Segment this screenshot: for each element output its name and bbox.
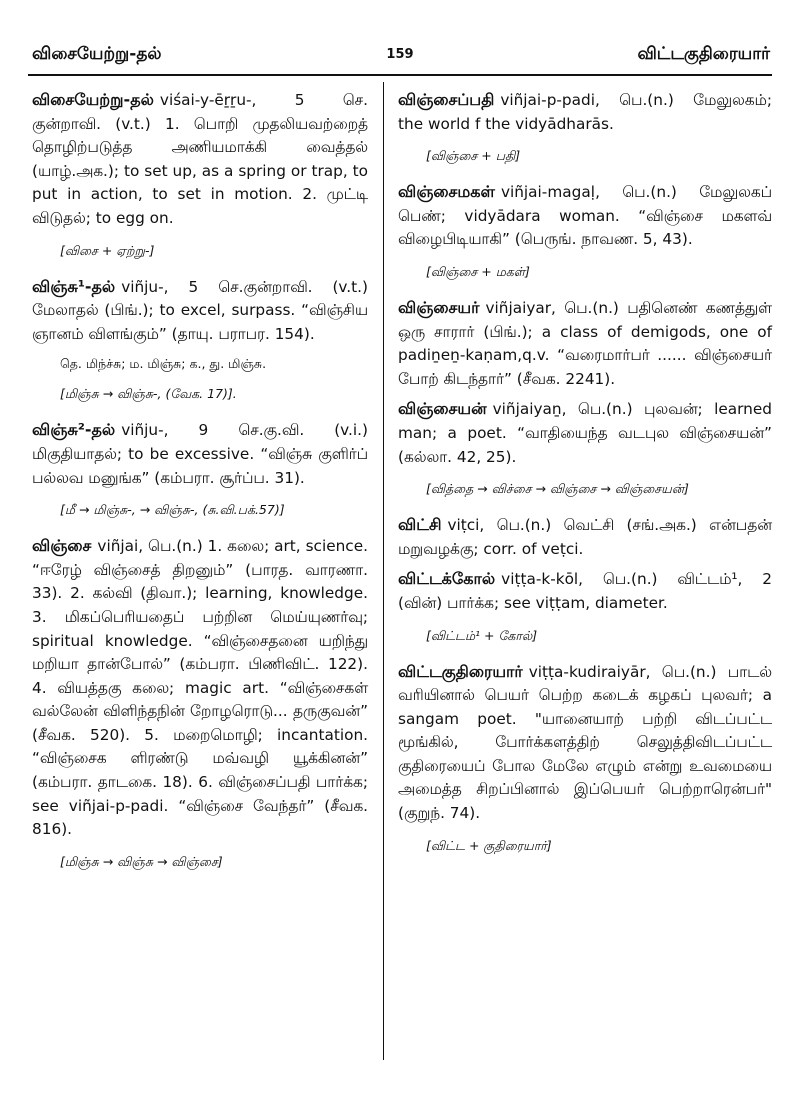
entry-headword: விட்டகுதிரையார் <box>398 661 523 681</box>
entry-body: viñjai-p-padi, பெ.(n.) மேலுலகம்; the world f the vidyādharās. <box>398 91 772 133</box>
dictionary-entry <box>398 513 772 561</box>
dictionary-entry <box>398 88 772 166</box>
entry-headword: விஞ்சு¹-தல் <box>32 276 116 296</box>
entry-headword: விஞ்சையர் <box>398 297 480 317</box>
dictionary-entry <box>398 296 772 391</box>
entry-body: viṭṭa-kudiraiyār, பெ.(n.) பாடல் வரியினால் பெயர் பெற்ற கடைக் கழகப் புலவர்; a sangam poet. "யானையாற் பற்றி விடப்பட்ட மூங்கில், போர்க்களத்திற் செலுத்திவிடப்பட்ட குதிரையைப் போல மேலே எழும் என்று உவமையை அமைத்த சிறப்பினால் இப்பெயர் பெற்றாரென்பர்" (குறுந். 74). <box>398 662 772 823</box>
entry-text <box>32 88 368 231</box>
entry-headword: விசையேற்று-தல் <box>32 90 154 109</box>
entry-etymology: [மிஞ்சு → விஞ்சு-, (வேக. 17)]. <box>60 386 237 402</box>
dictionary-entry <box>398 397 772 499</box>
entry-etymology: [விட்டம்¹ + கோல்] <box>426 627 538 643</box>
entry-cognates: தெ. மிந்ச்சு; ம. மிஞ்சு; க., து. மிஞ்சு. <box>60 356 267 372</box>
dictionary-entry <box>398 567 772 645</box>
entry-etymology: [விட்ட + குதிரையார்] <box>426 837 552 853</box>
entry-text <box>398 513 772 561</box>
entry-body: viñjaiyaṉ, பெ.(n.) புலவன்; learned man; a poet. “வாதியைந்த வடபுல விஞ்சையன்” (கல்லா. 42, 25). <box>398 400 772 466</box>
entry-text <box>32 418 368 490</box>
entry-body: viñjaiyar, பெ.(n.) பதினெண் கணத்துள் ஒரு சாரார் (பிங்.); a class of demigods, one of padiṉeṉ-kaṇam,q.v. “வரைமார்பர் ...... விஞ்சையர் போற் கிடந்தார்” (சீவக. 2241). <box>398 298 772 388</box>
right-column <box>398 88 772 870</box>
entry-text <box>398 88 772 136</box>
entry-text <box>32 534 368 842</box>
entry-etymology: [வித்தை → விச்சை → விஞ்சை → விஞ்சையன்] <box>426 481 689 497</box>
entry-text <box>398 180 772 252</box>
entry-headword: விட்சி <box>398 515 442 535</box>
entry-headword: விஞ்சு²-தல் <box>32 420 116 440</box>
header-left-guide-word: விசையேற்று-தல் <box>32 44 162 64</box>
dictionary-entry <box>398 660 772 856</box>
entry-headword: விஞ்சையன் <box>398 399 487 419</box>
entry-text <box>398 567 772 615</box>
entry-text <box>398 660 772 826</box>
dictionary-entry <box>32 275 368 405</box>
entry-body: viñju-, 9 செ.கு.வி. (v.i.) மிகுதியாதல்; to be excessive. “விஞ்சு குளிர்ப் பல்லவ மனுங்க” (கம்பரா. சூர்ப்ப. 31). <box>32 421 368 487</box>
dictionary-entry <box>32 534 368 872</box>
header-right-guide-word: விட்டகுதிரையார் <box>637 44 770 64</box>
entry-body: viñjai-magaḷ, பெ.(n.) மேலுலகப் பெண்; vidyādara woman. “விஞ்சை மகளவ் விழைபிடியாகி” (பெருங். நாவண. 5, 43). <box>398 183 772 249</box>
entry-headword: விட்டக்கோல் <box>398 569 496 589</box>
entry-body: viśai-y-ēṟṟu-, 5 செ. குன்றாவி. (v.t.) 1. பொறி முதலியவற்றைத் தொழிற்படுத்த அணியமாக்கி வைத்தல் (யாழ்.அக.); to set up, as a spring or trap, to put in action, to set in motion. 2. முட்டி விடுதல்; to egg on. <box>32 91 368 227</box>
entry-etymology: [விசை + ஏற்று-] <box>60 242 155 258</box>
entry-text <box>32 275 368 347</box>
entry-etymology: [மீ → மிஞ்சு-, → விஞ்சு-, (சு.வி.பக்.57)] <box>60 502 285 518</box>
entry-body: viñju-, 5 செ.குன்றாவி. (v.t.) மேலாதல் (பிங்.); to excel, surpass. “விஞ்சிய ஞானம் விளங்கும்” (தாயு. பராபர. 154). <box>32 277 368 343</box>
entry-etymology: [விஞ்சை + பதி] <box>426 148 521 164</box>
column-divider <box>383 82 384 1060</box>
entry-text <box>398 296 772 391</box>
page-number: 159 <box>386 47 414 62</box>
entry-headword: விஞ்சைமகள் <box>398 182 495 202</box>
entry-etymology: [மிஞ்சு → விஞ்சு → விஞ்சை] <box>60 853 223 869</box>
dictionary-entry <box>32 418 368 520</box>
entry-etymology: [விஞ்சை + மகள்] <box>426 263 530 279</box>
entry-body: viṭci, பெ.(n.) வெட்சி (சங்.அக.) என்பதன் மறுவழக்கு; corr. of veṭci. <box>398 516 772 558</box>
entry-body: viñjai, பெ.(n.) 1. கலை; art, science. “ஈரேழ் விஞ்சைத் திறனும்” (பாரத. வாரணா. 33). 2. கல்வி (திவா.); learning, knowledge. 3. மிகப்பெரியதைப் பற்றின மெய்யுணர்வு; spiritual knowledge. “விஞ்சைதனை யறிந்து மறியா தான்போல்” (கம்பரா. பிணிவிட். 122). 4. வியத்தகு கலை; magic art. “விஞ்சைகள் வல்லேன் விளிந்தநின் றோழரொடு... தருகுவன்” (சீவக. 520). 5. மறைமொழி; incantation. “விஞ்சைக ளிரண்டு மவ்வழி யூக்கினன்” (கம்பரா. தாடகை. 18). 6. விஞ்சைப்பதி பார்க்க; see viñjai-p-padi. “விஞ்சை வேந்தர்” (சீவக. 816). <box>32 537 368 839</box>
left-column <box>32 88 368 886</box>
header-rule <box>28 74 772 76</box>
entry-body: viṭṭa-k-kōl, பெ.(n.) விட்டம்¹, 2 (வின்) பார்க்க; see viṭṭam, diameter. <box>398 570 772 612</box>
entry-headword: விஞ்சைப்பதி <box>398 90 495 109</box>
dictionary-entry <box>32 88 368 261</box>
entry-headword: விஞ்சை <box>32 536 92 556</box>
dictionary-entry <box>398 180 772 282</box>
entry-text <box>398 397 772 469</box>
